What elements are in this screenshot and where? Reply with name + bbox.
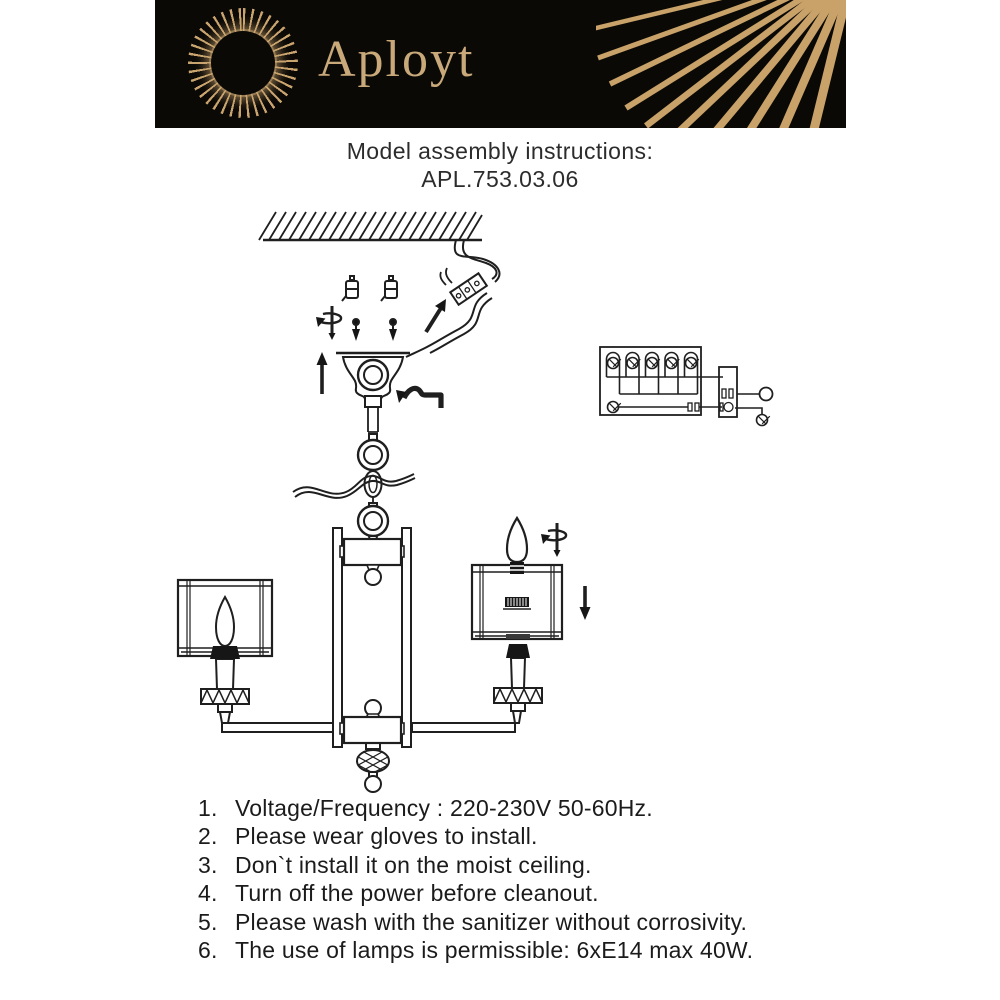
up-arrow-icon: [317, 352, 328, 394]
corner-rays-decoration: [596, 0, 846, 128]
switch-symbol-icon: [760, 388, 773, 401]
arrow-to-terminal-icon: [426, 299, 446, 332]
instruction-item: [198, 879, 753, 907]
instruction-text: Don`t install it on the moist ceiling.: [235, 851, 592, 878]
brand-name: Aployt: [318, 31, 475, 88]
twist-rotation-icon: [316, 306, 566, 557]
chandelier-frame: [333, 528, 411, 747]
title-line: Model assembly instructions:: [346, 138, 654, 164]
instruction-number: 2.: [198, 823, 218, 850]
instruction-number: 3.: [198, 851, 218, 878]
hook-arrow-icon: [396, 388, 441, 408]
instruction-number: 5.: [198, 908, 218, 935]
square-shade-icon: [472, 565, 562, 639]
instruction-item: [198, 822, 753, 850]
sunburst-logo-core: [211, 31, 275, 95]
knurled-ring-icon: [494, 688, 542, 703]
instruction-text: The use of lamps is permissible: 6xE14 max 40W.: [235, 937, 754, 964]
instruction-item: [198, 936, 753, 964]
instruction-number: 4.: [198, 880, 218, 907]
instruction-number: 6.: [198, 937, 218, 964]
instruction-item: [198, 908, 753, 936]
instruction-text: Please wash with the sanitizer without corrosivity.: [235, 908, 748, 935]
instruction-text: Turn off the power before cleanout.: [235, 880, 599, 907]
instruction-text: Please wear gloves to install.: [235, 823, 538, 850]
crystal-finial-icon: [351, 743, 395, 792]
ceiling-icon: [259, 212, 482, 240]
down-arrow-icon: [580, 586, 591, 620]
candle-bulb-icon: [216, 597, 234, 646]
instruction-item: [198, 794, 753, 822]
right-arm-exploded: [412, 518, 591, 732]
wiring-schematic: [600, 347, 773, 426]
cord-through-chain: [293, 474, 415, 498]
left-arm-shade: [178, 580, 333, 732]
assembly-diagram: [150, 195, 810, 805]
chain: [358, 434, 388, 542]
power-cord: [406, 293, 492, 357]
lamp-symbol-icon: [757, 415, 770, 426]
brand-header: [155, 0, 846, 128]
instruction-number: 1.: [198, 795, 218, 821]
instruction-list: [198, 794, 753, 964]
model-number: APL.753.03.06: [421, 166, 579, 192]
instruction-text: Voltage/Frequency : 220-230V 50-60Hz.: [235, 795, 653, 821]
candle-bulb-icon: [507, 518, 527, 562]
knurled-ring-icon: [201, 689, 249, 704]
page-title: [0, 137, 1000, 193]
screw-icon: [352, 319, 397, 341]
instruction-item: [198, 851, 753, 879]
terminal-connector-icon: [450, 273, 487, 304]
wall-anchor-icon: [342, 276, 397, 301]
